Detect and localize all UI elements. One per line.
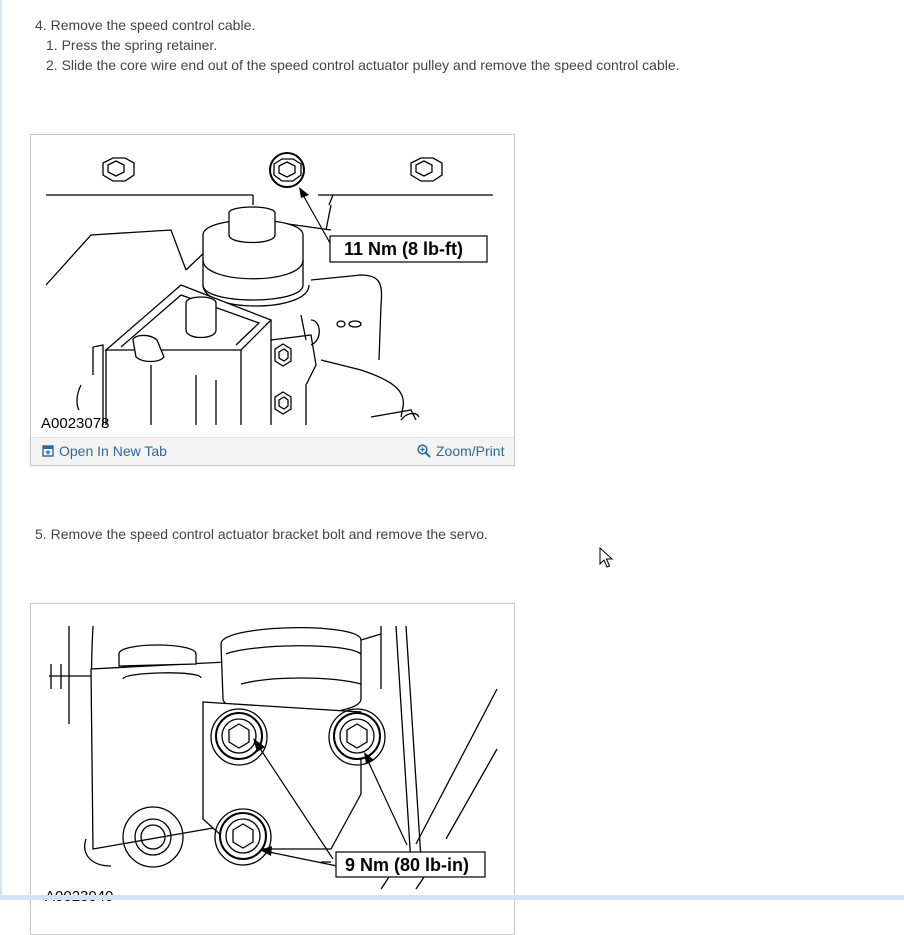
bolt-left: [103, 158, 134, 181]
bolt-right: [411, 158, 442, 181]
step-4-text: Remove the speed control cable.: [50, 17, 256, 33]
torque-callout-9nm: 9 Nm (80 lb-in): [345, 855, 470, 875]
step-5: [35, 524, 488, 544]
step-4-number: 4.: [35, 17, 47, 33]
bracket-bolt-lower: [215, 809, 271, 865]
figure-id: A0023078: [41, 415, 110, 432]
figure-toolbar: [31, 437, 514, 465]
substep-number: 1.: [46, 37, 58, 53]
step-4-substep-2: [46, 55, 680, 75]
bracket-bolt-upper-left: [211, 709, 267, 765]
torque-callout-11nm: 11 Nm (8 lb-ft): [344, 239, 464, 259]
mouse-pointer-icon: [599, 547, 613, 569]
figure-a0023078: [30, 134, 515, 466]
step-4-substep-1: [46, 35, 217, 55]
side-bolt-upper: [275, 344, 291, 366]
substep-text: Slide the core wire end out of the speed control actuator pulley and remove the speed control cable.: [61, 57, 680, 73]
figure-a0023040: [30, 603, 515, 935]
page-left-edge: [0, 0, 2, 900]
zoom-print-link[interactable]: [417, 443, 504, 459]
open-in-new-tab-link[interactable]: [42, 443, 167, 459]
open-in-new-tab-label: Open In New Tab: [59, 443, 167, 459]
substep-number: 2.: [46, 57, 58, 73]
magnifier-zoom-icon: [417, 444, 431, 458]
side-bolt-lower: [275, 392, 291, 414]
step-5-number: 5.: [35, 526, 47, 542]
open-new-tab-icon: [42, 445, 54, 457]
step-4: [35, 15, 255, 35]
step-5-text: Remove the speed control actuator bracket bolt and remove the servo.: [50, 526, 488, 542]
horizontal-scrollbar[interactable]: [0, 895, 904, 900]
actuator-bracket-illustration: [31, 604, 514, 934]
speed-control-cable-illustration: [31, 135, 514, 437]
zoom-print-label: Zoom/Print: [436, 443, 505, 459]
substep-text: Press the spring retainer.: [61, 37, 218, 53]
bracket-bolt-upper-right: [329, 709, 385, 765]
bolt-center: [270, 153, 304, 187]
